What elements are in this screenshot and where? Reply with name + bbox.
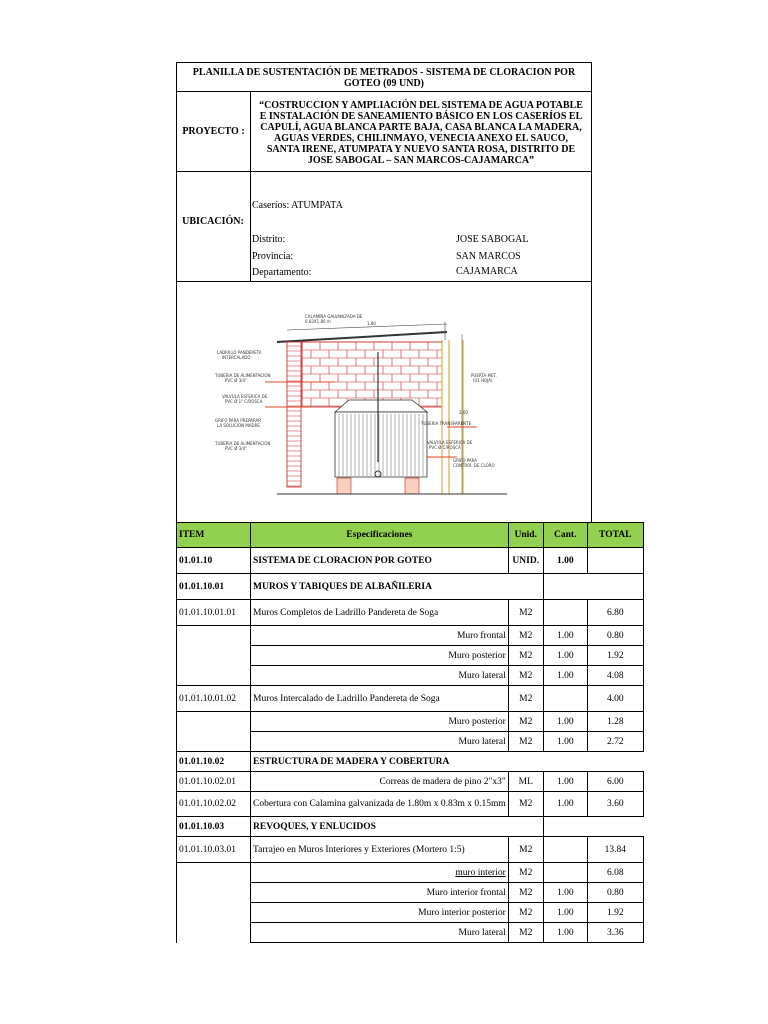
label-control: GRIFO PARA xyxy=(453,458,478,463)
label-puerta-2: (01 HOJA) xyxy=(473,378,493,383)
cell-cant xyxy=(543,686,587,712)
table-row xyxy=(177,712,644,732)
metrado-table xyxy=(176,522,644,943)
proyecto-text: “COSTRUCCION Y AMPLIACIÓN DEL SISTEMA DE AGUA POTABLE E INSTALACIÓN DE SANEAMIENTO BÁSICO EN LOS CASERÍOS EL CAPULÍ, AGUA BLANCA PARTE BAJA, CASA BLANCA LA MADERA, AGUAS VERDES, CHILINMAYO, VENECIA ANEXO EL SAUCO, SANTA IRENE, ATUMPATA Y NUEVO SANTA ROSA, DISTRITO DE JOSE SABOGAL – SAN MARCOS-CAJAMARCA” xyxy=(250,92,592,172)
cell-cant: 1.00 xyxy=(543,883,587,903)
proyecto-label: PROYECTO : xyxy=(176,92,250,172)
cell-unid: M2 xyxy=(508,903,543,923)
cell-cant: 1.00 xyxy=(543,626,587,646)
label-valvula-2b: PVC Ø C/ROSCA xyxy=(429,445,461,450)
technical-drawing xyxy=(176,282,592,522)
table-row xyxy=(177,686,644,712)
cell-spec: Muro posterior xyxy=(251,646,509,666)
label-grifo-2: LA SOLUCION MADRE xyxy=(217,423,260,428)
table-row xyxy=(177,863,644,883)
provincia-value: SAN MARCOS xyxy=(456,251,521,262)
cell-total: 13.84 xyxy=(587,837,643,863)
cell-unid: M2 xyxy=(508,666,543,686)
cell-unid: M2 xyxy=(508,686,543,712)
distrito-value: JOSE SABOGAL xyxy=(456,234,529,245)
cell-total: 1.92 xyxy=(587,903,643,923)
cell-cant xyxy=(543,863,587,883)
cell-item xyxy=(177,626,251,686)
right-support xyxy=(405,478,419,494)
provincia-label: Provincia: xyxy=(252,251,294,262)
cell-empty xyxy=(543,574,643,600)
brick-wall xyxy=(302,342,442,407)
cell-unid: M2 xyxy=(508,883,543,903)
distrito-label: Distrito: xyxy=(252,234,286,245)
cell-spec: Cobertura con Calamina galvanizada de 1.80m x 0.83m x 0.15mm xyxy=(251,792,509,817)
header-cant: Cant. xyxy=(543,523,587,548)
cell-spec: Muro lateral xyxy=(251,732,509,752)
cell-spec: Tarrajeo en Muros Interiores y Exteriores (Mortero 1:5) xyxy=(251,837,509,863)
table-row xyxy=(177,792,644,817)
cell-item xyxy=(177,863,251,943)
cell-spec: ESTRUCTURA DE MADERA Y COBERTURA xyxy=(251,752,644,772)
label-ladrillo: LADRILLO PANDERETA xyxy=(217,350,262,355)
cell-spec: Muro frontal xyxy=(251,626,509,646)
label-calamina: CALAMINA GALVANIZADA DE xyxy=(305,314,363,319)
cell-total xyxy=(587,548,643,574)
label-control-2: CONTROL DE CLORO xyxy=(453,463,495,468)
cell-total: 0.80 xyxy=(587,883,643,903)
cell-spec: REVOQUES, Y ENLUCIDOS xyxy=(251,817,544,837)
label-valvula-1b: PVC Ø 1" C/ROSCA xyxy=(225,399,263,404)
table-row xyxy=(177,600,644,626)
departamento-value: CAJAMARCA xyxy=(456,266,518,277)
cell-unid: M2 xyxy=(508,837,543,863)
label-tuberia-dosif-2: PVC Ø 3/4" xyxy=(225,446,247,451)
cell-spec: Correas de madera de pino 2"x3" xyxy=(251,772,509,792)
cell-total: 4.08 xyxy=(587,666,643,686)
cell-total: 6.80 xyxy=(587,600,643,626)
cell-cant: 1.00 xyxy=(543,646,587,666)
cell-total: 2.72 xyxy=(587,732,643,752)
table-row xyxy=(177,817,644,837)
label-tuberia-dosif: TUBERIA DE ALIMENTACION xyxy=(215,441,271,446)
header-unid: Unid. xyxy=(508,523,543,548)
cell-total: 6.00 xyxy=(587,772,643,792)
cell-spec: muro interior xyxy=(251,863,509,883)
sheet-title: PLANILLA DE SUSTENTACIÓN DE METRADOS - SISTEMA DE CLORACION POR GOTEO (09 UND) xyxy=(176,62,592,92)
departamento-label: Departamento: xyxy=(252,267,312,278)
cell-item: 01.01.10 xyxy=(177,548,251,574)
chlorination-booth-drawing xyxy=(177,282,591,522)
ubicacion-box xyxy=(176,172,592,282)
cell-cant: 1.00 xyxy=(543,732,587,752)
cell-total: 1.28 xyxy=(587,712,643,732)
cell-total: 0.80 xyxy=(587,626,643,646)
cell-unid: UNID. xyxy=(508,548,543,574)
cell-cant: 1.00 xyxy=(543,903,587,923)
header-item: ITEM xyxy=(177,523,251,548)
cell-item: 01.01.10.01.02 xyxy=(177,686,251,712)
cell-cant: 1.00 xyxy=(543,712,587,732)
roof-sheet xyxy=(277,322,447,342)
label-valvula-1: VALVULA ESFERICA DE xyxy=(222,394,268,399)
cell-unid: M2 xyxy=(508,712,543,732)
label-grifo: GRIFO PARA PREPARAR xyxy=(215,418,262,423)
cell-item: 01.01.10.02.02 xyxy=(177,792,251,817)
cell-item: 01.01.10.02.01 xyxy=(177,772,251,792)
cell-item: 01.01.10.01.01 xyxy=(177,600,251,626)
cell-total: 3.36 xyxy=(587,923,643,943)
cell-spec: Muros Completos de Ladrillo Pandereta de Soga xyxy=(251,600,509,626)
cell-total: 3.60 xyxy=(587,792,643,817)
cell-unid: M2 xyxy=(508,626,543,646)
cell-spec: Muro interior frontal xyxy=(251,883,509,903)
cell-unid: M2 xyxy=(508,792,543,817)
ubicacion-label: UBICACIÓN: xyxy=(182,216,244,227)
cell-unid: M2 xyxy=(508,863,543,883)
cell-cant: 1.00 xyxy=(543,548,587,574)
cell-cant: 1.00 xyxy=(543,772,587,792)
left-support xyxy=(337,478,351,494)
cell-item: 01.01.10.01 xyxy=(177,574,251,600)
cell-spec: Muros Intercalado de Ladrillo Pandereta de Soga xyxy=(251,686,509,712)
cell-item: 01.01.10.02 xyxy=(177,752,251,772)
cell-spec: SISTEMA DE CLORACION POR GOTEO xyxy=(251,548,509,574)
label-tuberia-transparente: TUBERIA TRANSPARENTE xyxy=(421,421,472,426)
cell-unid: M2 xyxy=(508,646,543,666)
cell-spec: Muro posterior xyxy=(251,712,509,732)
table-header-row xyxy=(177,523,644,548)
label-dim-side: 2.00 xyxy=(459,410,468,415)
label-tuberia-alim-2: PVC Ø 3/4" xyxy=(225,378,247,383)
cell-item: 01.01.10.03 xyxy=(177,817,251,837)
label-calamina-2: 0.83X1.80 m xyxy=(305,319,331,324)
cell-unid: ML xyxy=(508,772,543,792)
cell-cant: 1.00 xyxy=(543,666,587,686)
cell-unid: M2 xyxy=(508,600,543,626)
label-tuberia-alim: TUBERIA DE ALIMENTACION xyxy=(215,373,271,378)
cell-item: 01.01.10.03.01 xyxy=(177,837,251,863)
table-row xyxy=(177,548,644,574)
table-row xyxy=(177,772,644,792)
cell-cant: 1.00 xyxy=(543,923,587,943)
table-row xyxy=(177,574,644,600)
cell-total: 1.92 xyxy=(587,646,643,666)
cell-spec: Muro lateral xyxy=(251,923,509,943)
caserio-text: Caseríos: ATUMPATA xyxy=(252,200,343,211)
cell-total: 4.00 xyxy=(587,686,643,712)
cell-unid: M2 xyxy=(508,732,543,752)
cell-cant xyxy=(543,600,587,626)
cell-spec: Muro interior posterior xyxy=(251,903,509,923)
header-spec: Especificaciones xyxy=(251,523,509,548)
cell-total: 6.08 xyxy=(587,863,643,883)
cell-item xyxy=(177,712,251,752)
door-frame xyxy=(442,340,463,494)
cell-spec: MUROS Y TABIQUES DE ALBAÑILERIA xyxy=(251,574,544,600)
label-puerta: PUERTA MET. xyxy=(471,373,497,378)
label-ladrillo-2: INTERCALADO xyxy=(222,355,251,360)
cell-spec: Muro lateral xyxy=(251,666,509,686)
cell-cant: 1.00 xyxy=(543,792,587,817)
cell-unid: M2 xyxy=(508,923,543,943)
left-column xyxy=(287,342,301,487)
label-dim-top: 1.80 xyxy=(367,321,376,326)
table-row xyxy=(177,626,644,646)
table-row xyxy=(177,752,644,772)
ubicacion-divider xyxy=(250,172,251,282)
table-row xyxy=(177,837,644,863)
header-total: TOTAL xyxy=(587,523,643,548)
cell-cant xyxy=(543,837,587,863)
cell-empty xyxy=(543,817,643,837)
label-valvula-2: VALVULA ESFERICA DE xyxy=(427,440,473,445)
